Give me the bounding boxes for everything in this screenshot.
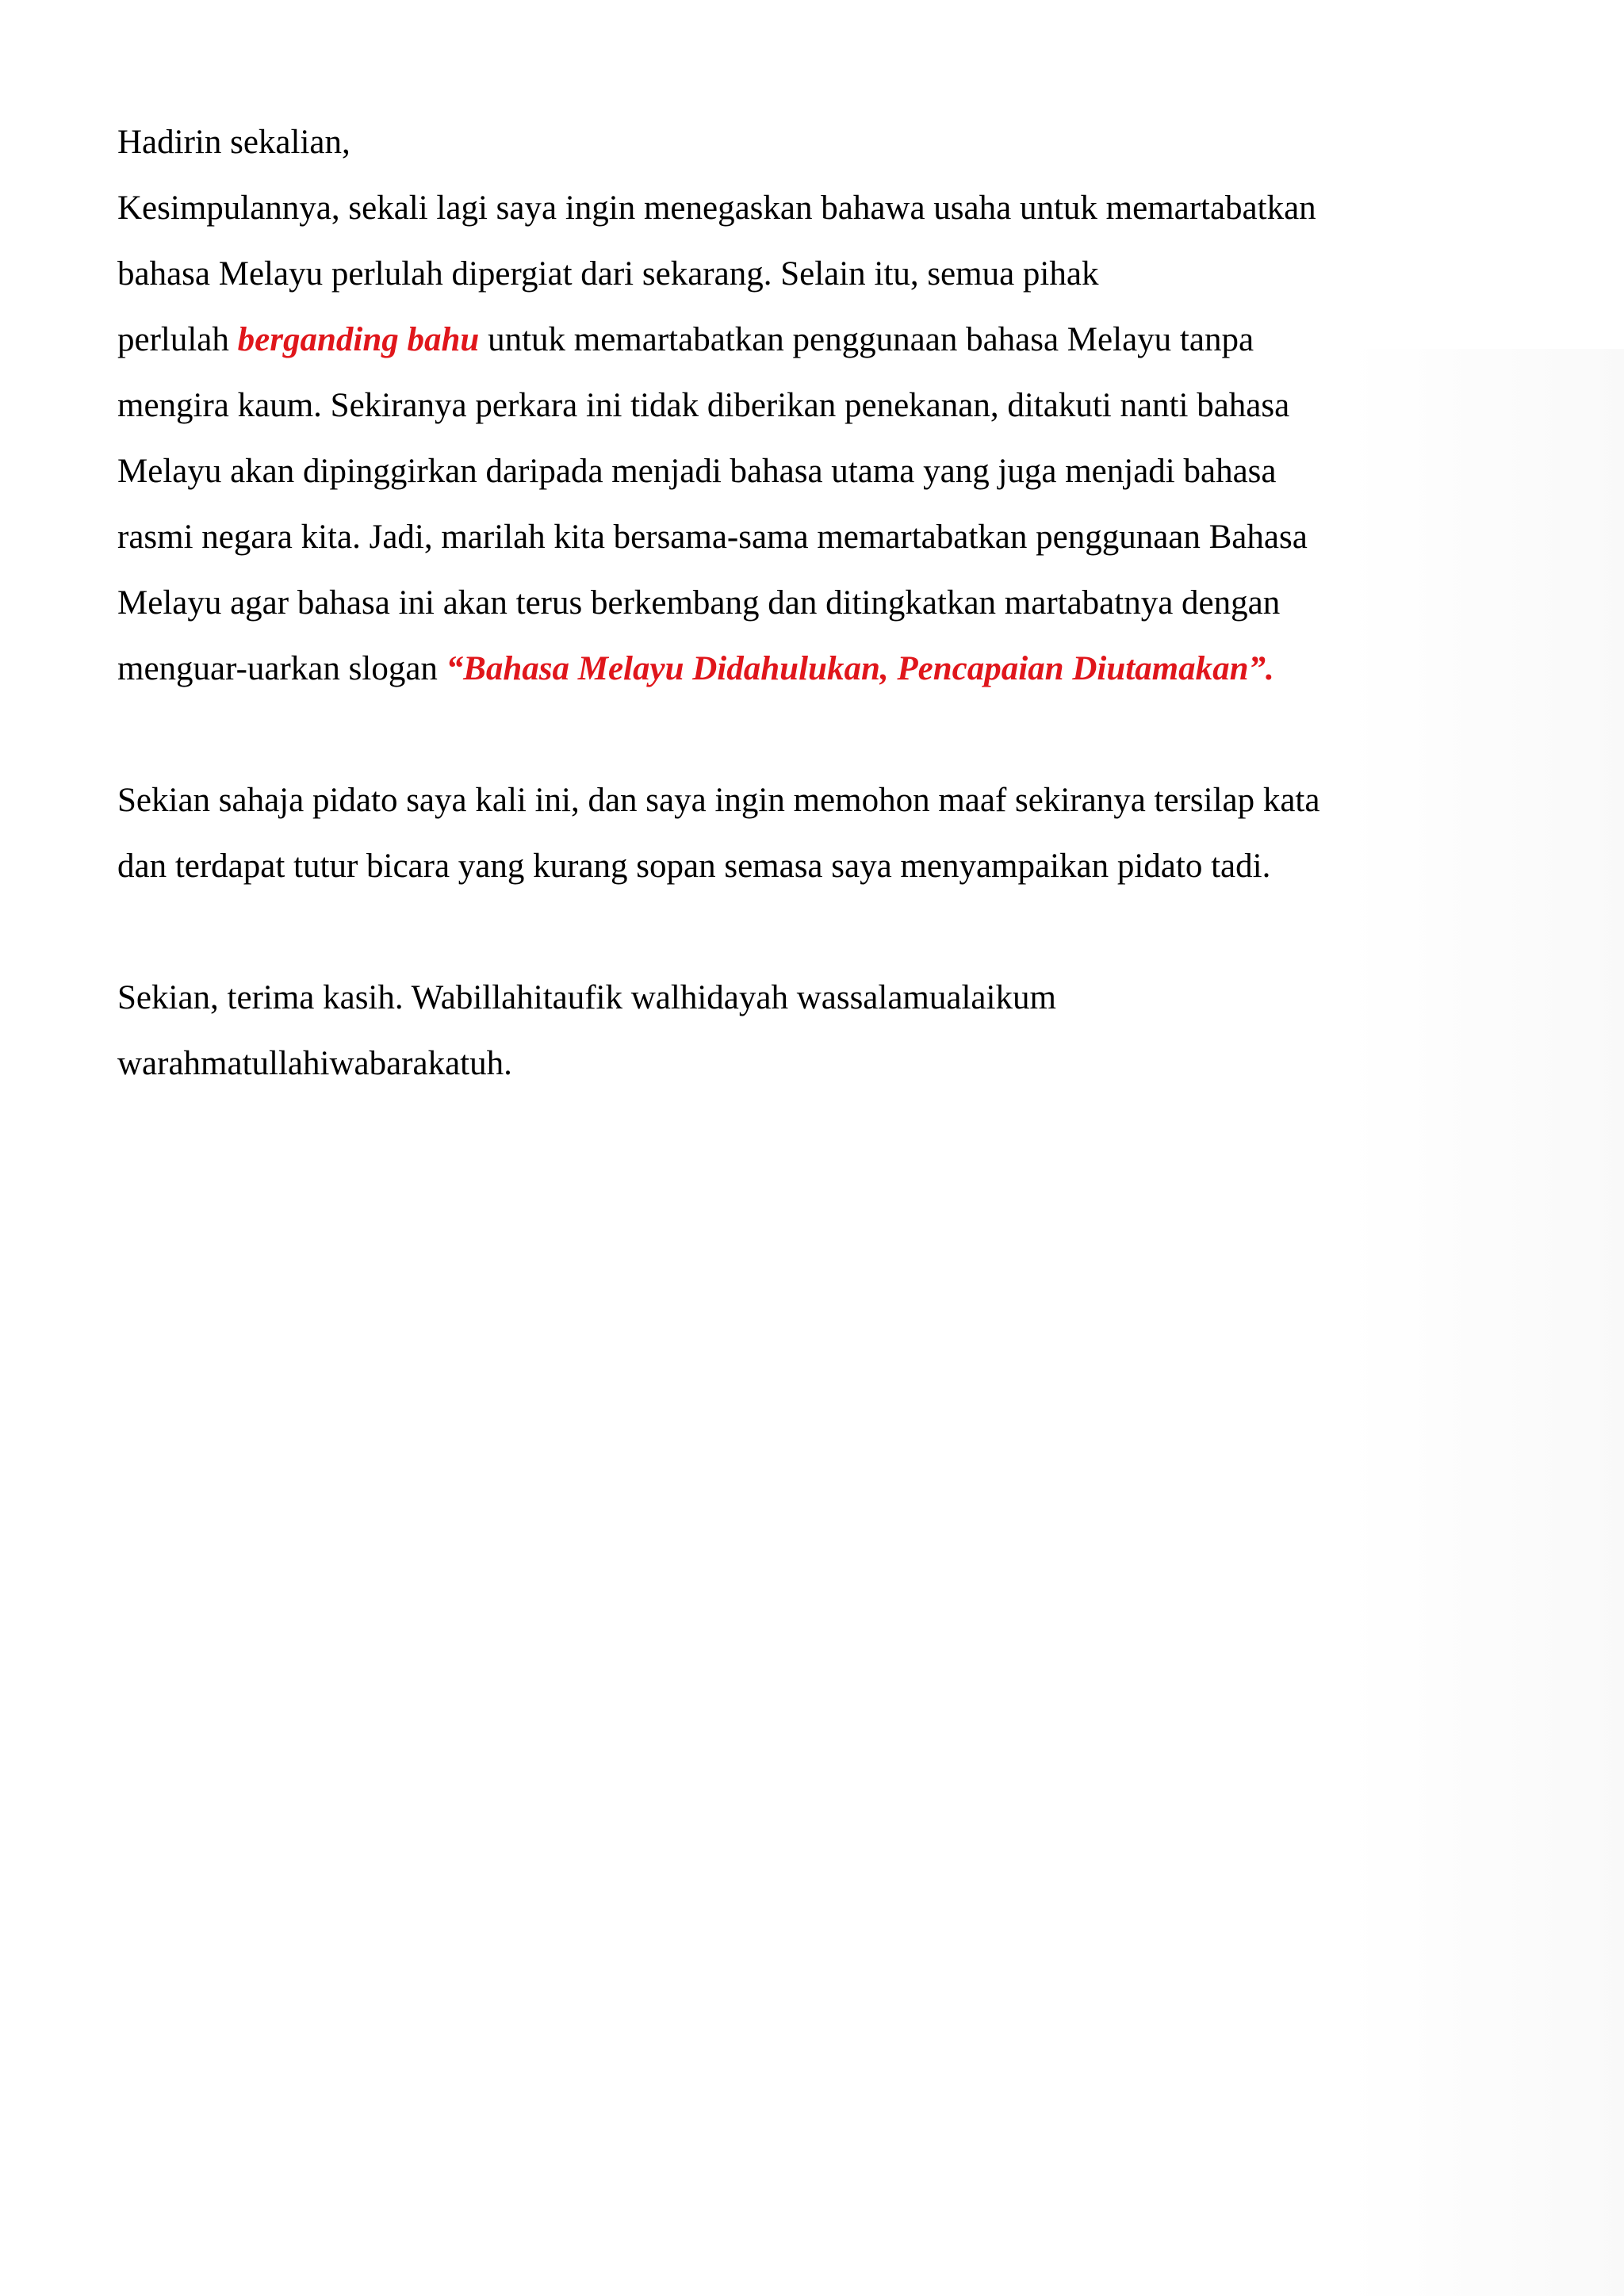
highlight-phrase: berganding bahu	[237, 321, 480, 358]
paragraph-line: Melayu akan dipinggirkan daripada menjadi bahasa utama yang juga menjadi bahasa	[117, 453, 1277, 490]
paragraph-spacer	[117, 899, 1529, 965]
line-text: untuk memartabatkan penggunaan bahasa Melayu tanpa	[479, 321, 1254, 358]
slogan-highlight: “Bahasa Melayu Didahulukan, Pencapaian Diutamakan”.	[446, 650, 1274, 687]
line-text: perlulah	[117, 321, 238, 358]
paragraph-line: rasmi negara kita. Jadi, marilah kita bersama-sama memartabatkan penggunaan Bahasa	[117, 519, 1308, 556]
paragraph-line: mengira kaum. Sekiranya perkara ini tidak diberikan penekanan, ditakuti nanti bahasa	[117, 387, 1290, 424]
paragraph-line	[117, 307, 1529, 373]
paragraph-conclusion	[117, 175, 1529, 702]
paragraph-line: Sekian sahaja pidato saya kali ini, dan saya ingin memohon maaf sekiranya tersilap kata	[117, 782, 1320, 819]
paragraph-line: Melayu agar bahasa ini akan terus berkembang dan ditingkatkan martabatnya dengan	[117, 584, 1281, 622]
speech-body	[117, 109, 1529, 1096]
paragraph-line: Sekian, terima kasih. Wabillahitaufik walhidayah wassalamualaikum	[117, 979, 1056, 1016]
paragraph-spacer	[117, 702, 1529, 767]
paragraph-line: warahmatullahiwabarakatuh.	[117, 1045, 512, 1082]
paragraph-closing	[117, 965, 1529, 1096]
paragraph-line	[117, 636, 1529, 702]
paragraph-apology	[117, 767, 1529, 899]
paragraph-line: Kesimpulannya, sekali lagi saya ingin menegaskan bahawa usaha untuk memartabatkan	[117, 189, 1316, 227]
line-text: menguar-uarkan slogan	[117, 650, 446, 687]
paragraph-line: bahasa Melayu perlulah dipergiat dari sekarang. Selain itu, semua pihak	[117, 255, 1099, 293]
greeting: Hadirin sekalian,	[117, 124, 350, 161]
paragraph-line: dan terdapat tutur bicara yang kurang sopan semasa saya menyampaikan pidato tadi.	[117, 848, 1271, 885]
